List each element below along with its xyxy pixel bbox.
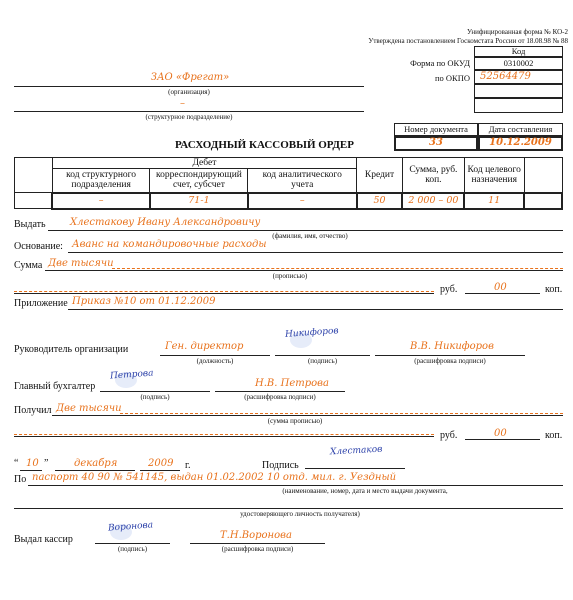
division-caption: (структурное подразделение) (145, 113, 233, 121)
sum-line (45, 270, 563, 271)
received-kop-line (465, 439, 540, 440)
code-label: Код (511, 46, 526, 56)
head-position-line (160, 355, 270, 356)
recipient-sign-line (305, 468, 405, 469)
accountant-sign-line (100, 391, 210, 392)
cashier-signature: Воронова (107, 520, 154, 534)
division-col-header: код структурного подразделения (52, 169, 150, 193)
sum-label: Сумма (14, 260, 43, 271)
accountant-name-caption: (расшифровка подписи) (244, 393, 316, 401)
attachment-value: Приказ №10 от 01.12.2009 (72, 296, 216, 307)
received-dash-2 (14, 434, 434, 435)
received-dash (120, 413, 563, 414)
head-label: Руководитель организации (14, 344, 129, 355)
row-purpose: 11 (464, 193, 524, 209)
okud-value: 0310002 (503, 58, 534, 68)
passport-line (28, 485, 563, 486)
date-month: декабря (74, 458, 118, 469)
accountant-name-line (215, 391, 345, 392)
analytic-col-header: код аналитического учета (248, 169, 357, 193)
head-name-caption: (расшифровка подписи) (414, 357, 486, 365)
head-name-line (375, 355, 525, 356)
approval-text: Утверждена постановлением Госкомстата России от 18.08.98 № 88 (368, 37, 568, 45)
date-year: 2009 (148, 458, 174, 469)
sum-kop-line (465, 293, 540, 294)
sum-dash-2 (14, 291, 434, 292)
debet-header: Дебет (52, 158, 356, 169)
org-name: ЗАО «Фрегат» (150, 72, 230, 83)
issue-line (48, 230, 563, 231)
division-value: – (180, 98, 185, 109)
empty-code-cell-2 (474, 98, 563, 113)
head-position-caption: (должность) (196, 357, 234, 365)
accountant-name: Н.В. Петрова (255, 378, 329, 389)
received-kop-label: коп. (545, 430, 563, 441)
basis-line (68, 252, 563, 253)
doc-date: 10.12.2009 (489, 137, 552, 148)
date-day: 10 (26, 458, 39, 469)
date-year-suffix: г. (185, 460, 191, 471)
head-sign-caption: (подпись) (307, 357, 338, 365)
org-line (14, 86, 364, 87)
cashier-name-caption: (расшифровка подписи) (221, 545, 294, 553)
date-day-line (20, 470, 42, 471)
sum-dash (112, 268, 563, 269)
received-line (52, 415, 563, 416)
head-sign-line (275, 355, 370, 356)
accountant-signature: Петрова (109, 368, 154, 382)
sum-line-2 (14, 293, 434, 294)
sign-label: Подпись (262, 460, 299, 471)
row-sum: 2 000 – 00 (402, 193, 464, 209)
passport-line-2 (14, 508, 563, 509)
issue-label: Выдать (14, 219, 46, 230)
cashier-name-line (190, 543, 325, 544)
row-account: 71-1 (150, 193, 248, 209)
received-label: Получил (14, 405, 52, 416)
recipient-signature: Хлестаков (329, 444, 383, 458)
date-quote-close: ” (44, 458, 49, 469)
received-caption: (сумма прописью) (267, 417, 323, 425)
received-kop-value: 00 (494, 428, 507, 439)
doc-title: РАСХОДНЫЙ КАССОВЫЙ ОРДЕР (175, 139, 354, 151)
row-credit: 50 (357, 193, 403, 209)
empty-code-cell-1 (474, 84, 563, 98)
okud-label: Форма по ОКУД (410, 58, 470, 68)
accountant-sign-caption: (подпись) (140, 393, 170, 401)
date-quote-open: “ (14, 458, 19, 469)
date-month-line (55, 470, 135, 471)
received-rub-label: руб. (440, 430, 458, 441)
passport-value: паспорт 40 90 № 541145, выдан 01.02.2002 10 отд. мил. г. Уездный (32, 472, 397, 483)
okpo-label: по ОКПО (434, 73, 470, 83)
received-value: Две тысячи (56, 403, 122, 414)
credit-header: Кредит (357, 158, 403, 193)
okpo-value: 52564479 (480, 71, 531, 82)
passport-caption-1: (наименование, номер, дата и место выдачи документа, (282, 487, 448, 495)
number-label: Номер документа (404, 124, 468, 134)
basis-label: Основание: (14, 241, 63, 252)
row-analytic: – (248, 193, 357, 209)
sum-kop-label: коп. (545, 284, 563, 295)
division-line (14, 111, 364, 112)
head-name: В.В. Никифоров (410, 341, 494, 352)
basis-value: Аванс на командировочные расходы (72, 239, 267, 250)
date-year-line (140, 470, 180, 471)
cashier-name: Т.Н.Воронова (220, 530, 292, 541)
head-position: Ген. директор (165, 341, 244, 352)
attachment-line (68, 309, 563, 310)
cashier-sign-line (95, 543, 170, 544)
sum-caption: (прописью) (272, 272, 308, 280)
row-extra (524, 193, 562, 209)
attachment-label: Приложение (14, 298, 68, 309)
purpose-header: Код целевого назначения (464, 158, 524, 193)
cashier-sign-caption: (подпись) (117, 545, 148, 553)
form-name: Унифицированная форма № КО-2 (467, 28, 568, 36)
org-caption: (организация) (168, 88, 210, 96)
sum-value: Две тысячи (48, 258, 114, 269)
sum-header: Сумма, руб. коп. (402, 158, 464, 193)
date-label: Дата составления (488, 124, 553, 134)
passport-label: По (14, 474, 27, 485)
issue-caption: (фамилия, имя, отчество) (272, 232, 348, 240)
account-col-header: корреспондирующий счет, субсчет (150, 169, 248, 193)
accountant-label: Главный бухгалтер (14, 381, 96, 392)
row-division: – (52, 193, 150, 209)
issue-value: Хлестакову Ивану Александровичу (70, 217, 261, 228)
debet-table (14, 157, 563, 210)
passport-caption-2: удостоверяющего личность получателя) (240, 510, 360, 518)
cashier-label: Выдал кассир (14, 534, 73, 545)
doc-number: 33 (429, 137, 443, 148)
sum-kop-value: 00 (494, 282, 507, 293)
sum-rub-label: руб. (440, 284, 458, 295)
head-signature: Никифоров (284, 326, 339, 340)
received-line-2 (14, 436, 434, 437)
